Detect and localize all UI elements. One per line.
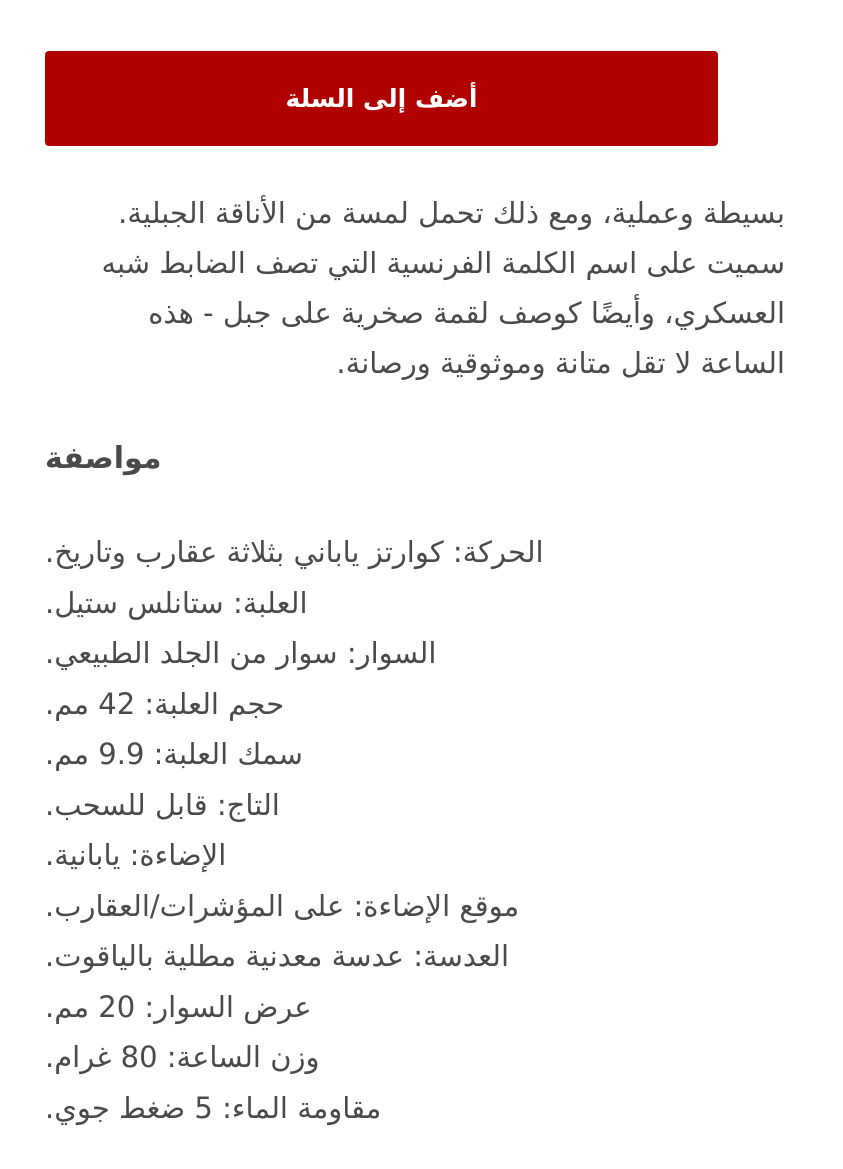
description-line: العسكري، وأيضًا كوصف لقمة صخرية على جبل - هذه (148, 296, 785, 330)
spec-item-case-size: حجم العلبة: 42 مم. (45, 686, 285, 721)
spec-item-strap: السوار: سوار من الجلد الطبيعي. (45, 636, 437, 670)
spec-item-lume: الإضاءة: يابانية. (45, 838, 227, 872)
spec-item-movement: الحركة: كوارتز ياباني بثلاثة عقارب وتاريخ. (45, 535, 544, 569)
spec-item-water-resistance: مقاومة الماء: 5 ضغط جوي. (45, 1090, 382, 1125)
spec-item-case-thickness: سمك العلبة: 9.9 مم. (45, 737, 303, 771)
description-line: بسيطة وعملية، ومع ذلك تحمل لمسة من الأناقة الجبلية. (118, 196, 785, 230)
spec-item-weight: وزن الساعة: 80 غرام. (45, 1040, 320, 1074)
specifications-list (45, 527, 785, 1133)
spec-item-lume-location: موقع الإضاءة: على المؤشرات/العقارب. (45, 888, 520, 923)
spec-item-strap-width: عرض السوار: 20 مم. (45, 989, 312, 1024)
specifications-heading: مواصفة (45, 441, 162, 476)
spec-item-crown: التاج: قابل للسحب. (45, 787, 280, 822)
product-details (45, 0, 815, 1169)
product-description (45, 188, 785, 388)
spec-item-case: العلبة: ستانلس ستيل. (45, 585, 308, 620)
description-line: سميت على اسم الكلمة الفرنسية التي تصف الضابط شبه (101, 246, 785, 280)
add-to-cart-button[interactable]: أضف إلى السلة (45, 51, 718, 146)
description-line: الساعة لا تقل متانة وموثوقية ورصانة. (336, 346, 785, 380)
spec-item-crystal: العدسة: عدسة معدنية مطلية بالياقوت. (45, 939, 509, 973)
